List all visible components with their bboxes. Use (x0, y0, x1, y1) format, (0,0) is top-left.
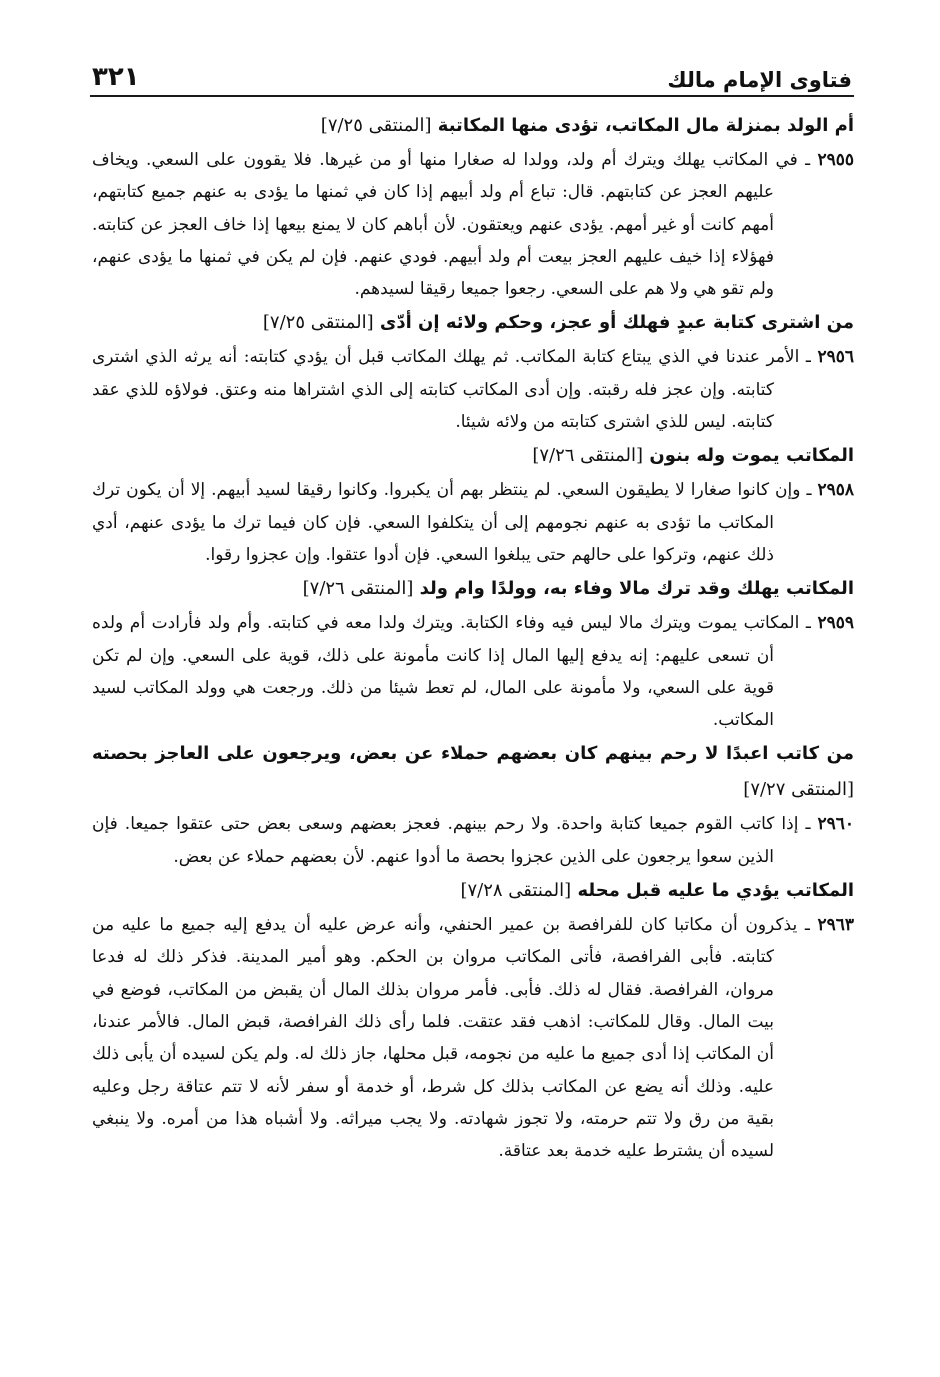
source-reference: [المنتقى ٧/٢٦] (532, 445, 644, 467)
fatwa-section-2958 (92, 438, 854, 571)
section-heading (92, 736, 854, 808)
entry-text: الأمر عندنا في الذي يبتاع كتابة المكاتب. ثم يهلك المكاتب قبل أن يؤدي كتابته: أنه يرثه الذي اشترى كتابته. وإن عجز فله رقبته. وإن أدى المكاتب كتابته إلى الذي اشتراها منه وعتق. فولاؤه للذي عقد كتابته. ليس للذي اشترى كتابته من ولائه شيئا. (92, 347, 800, 433)
source-reference: [المنتقى ٧/٢٧] (743, 779, 854, 801)
fatwa-section-2959 (92, 571, 854, 736)
header-divider (90, 95, 854, 97)
entry-number: ٢٩٦٣ (817, 915, 854, 936)
source-reference: [المنتقى ٧/٢٥] (262, 312, 374, 334)
entry-text: المكاتب يموت ويترك مالا ليس فيه وفاء الكتابة. ويترك ولدا معه في كتابته. وأم ولد فأرادت أم ولده أن تسعى عليهم: إنه يدفع إليها المال إذا كانت مأمونة على ذلك، قوية على السعي. وإن لم تكن قوية على السعي، ولا مأمونة على المال، لم تعط شيئا من ذلك. ورجعت هي وولد المكاتب لسيد المكاتب. (92, 613, 800, 731)
section-heading (92, 571, 854, 607)
heading-text: المكاتب يؤدي ما عليه قبل محله (577, 880, 854, 902)
entry-paragraph: ٢٩٦٠ ـ إذا كاتب القوم جميعا كتابة واحدة. ولا رحم بينهم. فعجز بعضهم وسعى بعض حتى عتقوا جميعا. فإن الذين سعوا يرجعون على الذين عجزوا بحصة ما أدوا عنهم. لأن بعضهم حملاء عن بعض. (92, 814, 854, 867)
entry-paragraph: ٢٩٥٩ ـ المكاتب يموت ويترك مالا ليس فيه وفاء الكتابة. ويترك ولدا معه في كتابته. وأم ولد فأرادت أم ولده أن تسعى عليهم: إنه يدفع إليها المال إذا كانت مأمونة على ذلك، قوية على السعي. وإن لم تكن قوية على السعي، ولا مأمونة على المال، لم تعط شيئا من ذلك. ورجعت هي وولد المكاتب لسيد المكاتب. (92, 613, 855, 731)
entry-paragraph: ٢٩٦٣ ـ يذكرون أن مكاتبا كان للفرافصة بن عمير الحنفي، وأنه عرض عليه أن يدفع إليه جميع ما عليه من كتابته. فأبى الفرافصة، فأتى المكاتب مروان بن الحكم. وهو أمير المدينة. فذكر ذلك له فدعا مروان، الفرافصة. فقال له ذلك. فأبى. فأمر مروان بذلك المال أن يقبض من المكاتب، فوضع في بيت المال. وقال للمكاتب: اذهب فقد عتقت. فلما رأى ذلك الفرافصة، قبض المال. فالأمر عندنا، أن المكاتب إذا أدى جميع ما عليه من نجومه، قبل محلها، جاز ذلك له. ولم يكن لسيده أن يأبى ذلك عليه. وذلك أنه يضع عن المكاتب بذلك كل شرط، أو خدمة أو سفر لأنه لا تتم عتاقة رجل وعليه بقية من رق ولا تتم حرمته، ولا تجوز شهادته. ولا يجب ميراثه. ولا أشباه هذا من أمره. ولا ينبغي لسيده أن يشترط عليه خدمة بعد عتاقة. (92, 915, 854, 1162)
fatwa-section-2960 (92, 736, 854, 873)
entry-text: في المكاتب يهلك ويترك أم ولد، وولدا له صغارا منها أو من غيرها. فلا يقوون على السعي. ويخاف عليهم العجز عن كتابتهم. قال: تباع أم ولد أبيهم إذا كان في ثمنها ما يؤدى به عنهم جميع كتابتهم، أمهم كانت أو غير أمهم. يؤدى عنهم ويعتقون. لأن أباهم كان لا يمنع بيعها إذا خاف العجز عن كتابته. فهؤلاء إذا خيف عليهم العجز بيعت أم ولد أبيهم. فودي عنهم. فإن لم يكن في ثمنها ما يؤدى عنهم، ولم تقو هي ولا هم على السعي. رجعوا جميعا رقيقا لسيدهم. (92, 150, 798, 300)
fatwa-section-2955 (92, 108, 854, 305)
running-header (92, 52, 852, 92)
page-body (92, 108, 854, 1167)
header-book-title: فتاوى الإمام مالك (667, 68, 852, 92)
section-heading (92, 873, 854, 909)
heading-text: من اشترى كتابة عبدٍ فهلك أو عجز، وحكم ولائه إن أدّى (379, 312, 854, 334)
heading-text: من كاتب اعبدًا لا رحم بينهم كان بعضهم حملاء عن بعض، ويرجعون على العاجز بحصته (92, 743, 854, 765)
source-reference: [المنتقى ٧/٢٦] (302, 578, 414, 600)
fatwa-section-2963 (92, 873, 854, 1167)
heading-text: المكاتب يهلك وقد ترك مالا وفاء به، وولدًا وام ولد (419, 578, 854, 600)
entry-number: ٢٩٥٩ (817, 613, 855, 634)
entry-text: وإن كانوا صغارا لا يطيقون السعي. لم ينتظر بهم أن يكبروا. وكانوا رقيقا لسيد أبيهم. إلا أن يكون ترك المكاتب ما تؤدى به عنهم نجومهم إلى أن يتكلفوا السعي. فإن كان فيما ترك ما يؤدى عنهم، أدي ذلك عنهم، وتركوا على حالهم حتى يبلغوا السعي. فإن أدوا عتقوا. وإن عجزوا رقوا. (92, 480, 801, 565)
heading-text: أم الولد بمنزلة مال المكاتب، تؤدى منها المكاتبة (437, 115, 854, 136)
entry-paragraph: ٢٩٥٨ ـ وإن كانوا صغارا لا يطيقون السعي. لم ينتظر بهم أن يكبروا. وكانوا رقيقا لسيد أبيهم. إلا أن يكون ترك المكاتب ما تؤدى به عنهم نجومهم إلى أن يتكلفوا السعي. فإن كان فيما ترك ما يؤدى عنهم، أدي ذلك عنهم، وتركوا على حالهم حتى يبلغوا السعي. فإن أدوا عتقوا. وإن عجزوا رقوا. (92, 480, 855, 565)
entry-number: ٢٩٥٦ (817, 347, 855, 368)
entry-number: ٢٩٦٠ (817, 814, 854, 835)
entry-paragraph: ٢٩٥٥ ـ في المكاتب يهلك ويترك أم ولد، وولدا له صغارا منها أو من غيرها. فلا يقوون على السعي. ويخاف عليهم العجز عن كتابتهم. قال: تباع أم ولد أبيهم إذا كان في ثمنها ما يؤدى به عنهم جميع كتابتهم، أمهم كانت أو غير أمهم. يؤدى عنهم ويعتقون. لأن أباهم كان لا يمنع بيعها إذا خاف العجز عن كتابته. فهؤلاء إذا خيف عليهم العجز بيعت أم ولد أبيهم. فودي عنهم. فإن لم يكن في ثمنها ما يؤدى عنهم، ولم تقو هي ولا هم على السعي. رجعوا جميعا رقيقا لسيدهم. (92, 150, 854, 300)
entry-text: يذكرون أن مكاتبا كان للفرافصة بن عمير الحنفي، وأنه عرض عليه أن يدفع إليه جميع ما عليه من كتابته. فأبى الفرافصة، فأتى المكاتب مروان بن الحكم. وهو أمير المدينة. فذكر ذلك له فدعا مروان، الفرافصة. فقال له ذلك. فأبى. فأمر مروان بذلك المال أن يقبض من المكاتب، فوضع في بيت المال. وقال للمكاتب: اذهب فقد عتقت. فلما رأى ذلك الفرافصة، قبض المال. فالأمر عندنا، أن المكاتب إذا أدى جميع ما عليه من نجومه، قبل محلها، جاز ذلك له. ولم يكن لسيده أن يأبى ذلك عليه. وذلك أنه يضع عن المكاتب بذلك كل شرط، أو خدمة أو سفر لأنه لا تتم عتاقة رجل وعليه بقية من رق ولا تتم حرمته، ولا تجوز شهادته. ولا يجب ميراثه. ولا أشباه هذا من أمره. ولا ينبغي لسيده أن يشترط عليه خدمة بعد عتاقة. (92, 915, 798, 1162)
page-number: ٣٢١ (92, 62, 140, 92)
entry-number: ٢٩٥٥ (817, 150, 854, 170)
heading-text: المكاتب يموت وله بنون (649, 445, 854, 467)
source-reference: [المنتقى ٧/٢٨] (460, 880, 572, 902)
entry-number: ٢٩٥٨ (817, 480, 855, 501)
entry-text: إذا كاتب القوم جميعا كتابة واحدة. ولا رحم بينهم. فعجز بعضهم وسعى بعض حتى عتقوا جميعا. فإن الذين سعوا يرجعون على الذين عجزوا بحصة ما أدوا عنهم. لأن بعضهم حملاء عن بعض. (92, 814, 799, 867)
section-heading (92, 438, 854, 474)
source-reference: [المنتقى ٧/٢٥] (320, 115, 432, 136)
section-heading (92, 305, 854, 341)
section-heading (92, 108, 854, 144)
fatwa-section-2956 (92, 305, 854, 438)
entry-paragraph: ٢٩٥٦ ـ الأمر عندنا في الذي يبتاع كتابة المكاتب. ثم يهلك المكاتب قبل أن يؤدي كتابته: أنه يرثه الذي اشترى كتابته. وإن عجز فله رقبته. وإن أدى المكاتب كتابته إلى الذي اشتراها منه وعتق. فولاؤه للذي عقد كتابته. ليس للذي اشترى كتابته من ولائه شيئا. (92, 347, 855, 433)
